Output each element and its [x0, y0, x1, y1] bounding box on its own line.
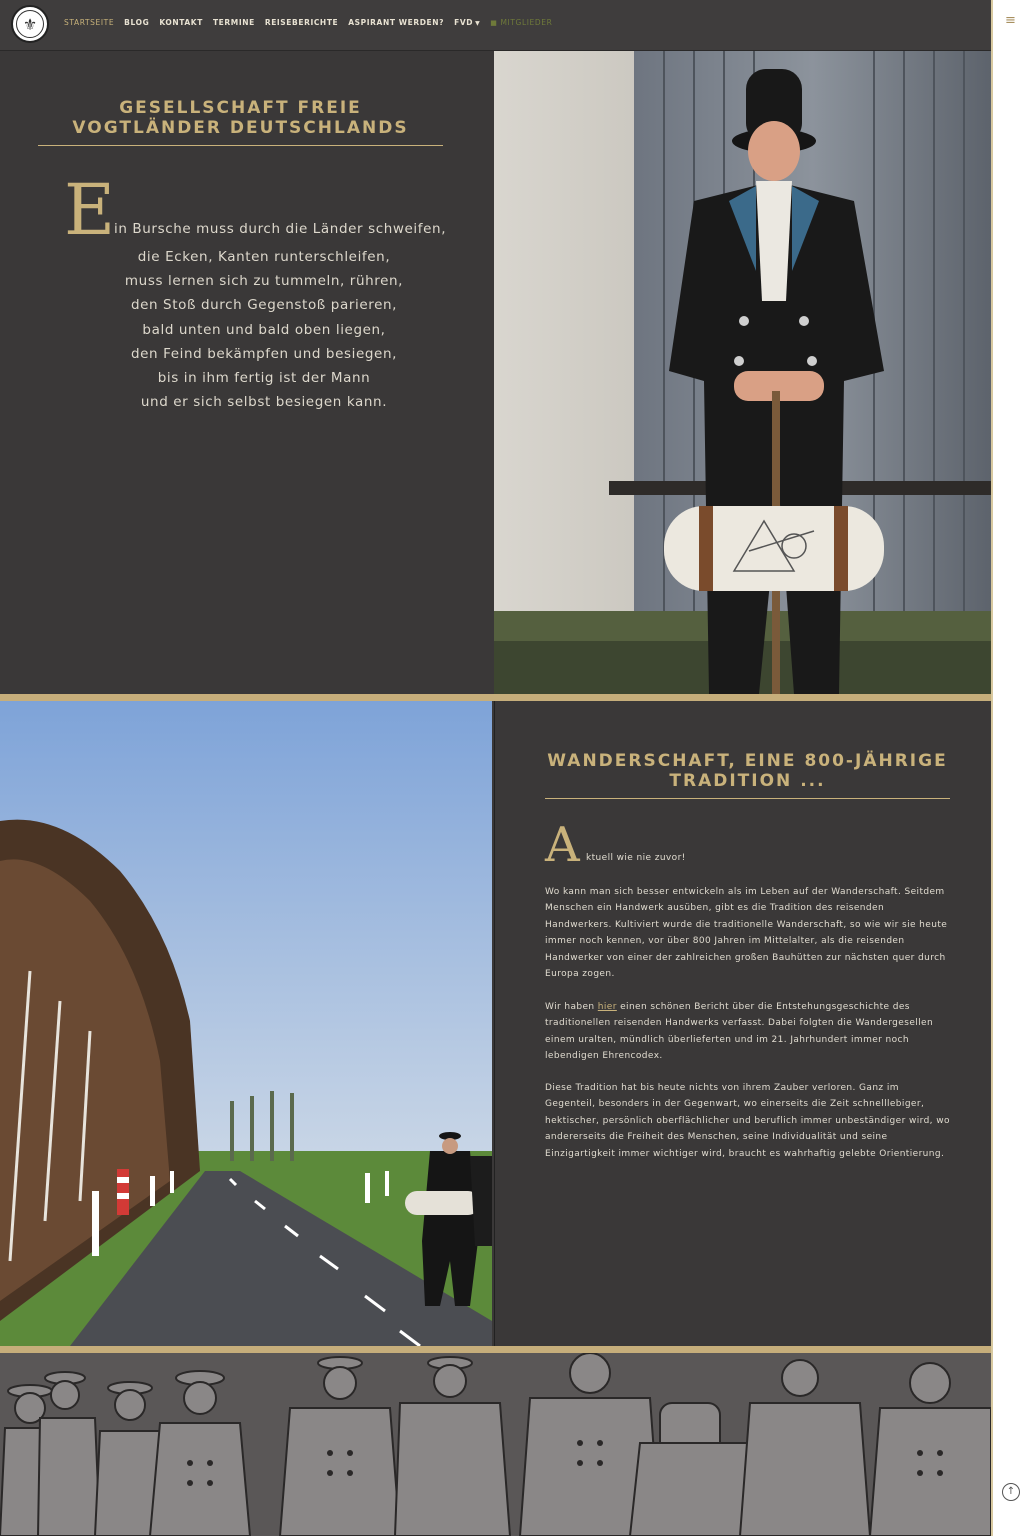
- tradition-paragraph-2: [545, 999, 950, 1065]
- gold-divider: [0, 694, 991, 701]
- poem-line: den Feind bekämpfen und besiegen,: [130, 345, 398, 362]
- poem-line: muss lernen sich zu tummeln, rühren,: [124, 273, 404, 290]
- tradition-title-line2: TRADITION ...: [669, 771, 826, 791]
- poem-line: den Stoß durch Gegenstoß parieren,: [130, 297, 398, 314]
- hero-title-rule: [38, 145, 443, 146]
- tradition-paragraph-1: Wo kann man sich besser entwickeln als im Leben auf der Wanderschaft. Seitdem Menschen ein Handwerk ausüben, gibt es die Tradition des reisenden Handwerkers. Kultiviert wurde die traditionelle Wanderschaft, so wie wir sie heute immer noch kennen, vor über 800 Jahren im Mittelalter, als die reisenden Handwerker von einer der zahlreichen großen Bauhütten zur nächsten quer durch Europa zogen.: [545, 887, 948, 980]
- tradition-intro: ktuell wie nie zuvor!: [586, 853, 686, 863]
- nav-aspirant-werden[interactable]: ASPIRANT WERDEN?: [348, 18, 445, 27]
- nav-fvd-label: FVD: [454, 18, 474, 27]
- scroll-to-top-icon[interactable]: ↑: [1002, 1483, 1020, 1501]
- site-logo[interactable]: [11, 5, 49, 43]
- gold-divider: [0, 1346, 991, 1353]
- tradition-title: [545, 751, 950, 791]
- hero-title: [38, 98, 443, 138]
- poem-line: und er sich selbst besiegen kann.: [140, 394, 388, 411]
- poem-line: bis in ihm fertig ist der Mann: [157, 370, 371, 387]
- lock-icon: ■: [490, 19, 498, 27]
- p2-text-after: einen schönen Bericht über die Entstehungsgeschichte des traditionellen reisenden Handwerks verfasst. Dabei folgten die Wandergesellen einem uralten, mündlich überlieferten und im 21. Jahrhundert immer noch lebendigen Ehrencodex.: [545, 1002, 934, 1062]
- top-navigation: [0, 0, 991, 51]
- nav-startseite[interactable]: STARTSEITE: [64, 18, 115, 27]
- fleur-de-lis-icon: ⚜: [16, 10, 44, 38]
- road-photo: [0, 701, 492, 1346]
- tradition-text-panel: [494, 701, 991, 1346]
- poem-dropcap: E: [64, 169, 116, 251]
- p2-text-before: Wir haben: [545, 1002, 598, 1012]
- history-report-link[interactable]: hier: [597, 1002, 617, 1012]
- poem-first-line: in Bursche muss durch die Länder schweifen,: [114, 221, 447, 237]
- journeymen-group-illustration: [0, 1353, 991, 1536]
- journeymen-drawing: [0, 1353, 991, 1536]
- hero-title-line1: GESELLSCHAFT FREIE: [119, 98, 362, 118]
- poem-line: die Ecken, Kanten runterschleifen,: [137, 249, 391, 265]
- poem-line: bald unten und bald oben liegen,: [142, 321, 386, 338]
- journeyman-photo: [494, 51, 991, 694]
- poem: [64, 245, 464, 414]
- tradition-dropcap: A: [545, 817, 580, 873]
- nav-fvd-dropdown[interactable]: [454, 18, 480, 27]
- nav-mitglieder-label: MITGLIEDER: [500, 18, 553, 27]
- tradition-title-rule: [545, 798, 950, 799]
- caret-down-icon: ▼: [475, 20, 481, 27]
- hamburger-menu-icon[interactable]: ≡: [1005, 13, 1016, 28]
- tradition-paragraph-3: Diese Tradition hat bis heute nichts von ihrem Zauber verloren. Ganz im Gegenteil, besonders in der Gegenwart, wo einerseits die Zeit schnelllebiger, hektischer, persönlich oberflächlicher und beruflich immer unbeständiger wird, wo andererseits die Freiheit des Menschen, seine Individualität und seine Einzigartigkeit immer wichtiger wird, braucht es wahrhaftig gelebte Orientierung.: [545, 1083, 950, 1159]
- main-menu: [64, 18, 552, 27]
- nav-mitglieder[interactable]: [490, 18, 552, 27]
- nav-termine[interactable]: TERMINE: [212, 18, 255, 27]
- tradition-title-line1: WANDERSCHAFT, EINE 800-JÄHRIGE: [547, 751, 948, 771]
- hero-title-line2: VOGTLÄNDER DEUTSCHLANDS: [72, 118, 409, 138]
- side-rail: [991, 0, 1024, 1536]
- nav-kontakt[interactable]: KONTAKT: [159, 18, 203, 27]
- journeyman-illustration: [494, 51, 991, 694]
- nav-reiseberichte[interactable]: REISEBERICHTE: [264, 18, 339, 27]
- road-illustration: [0, 701, 492, 1346]
- nav-blog[interactable]: BLOG: [124, 18, 150, 27]
